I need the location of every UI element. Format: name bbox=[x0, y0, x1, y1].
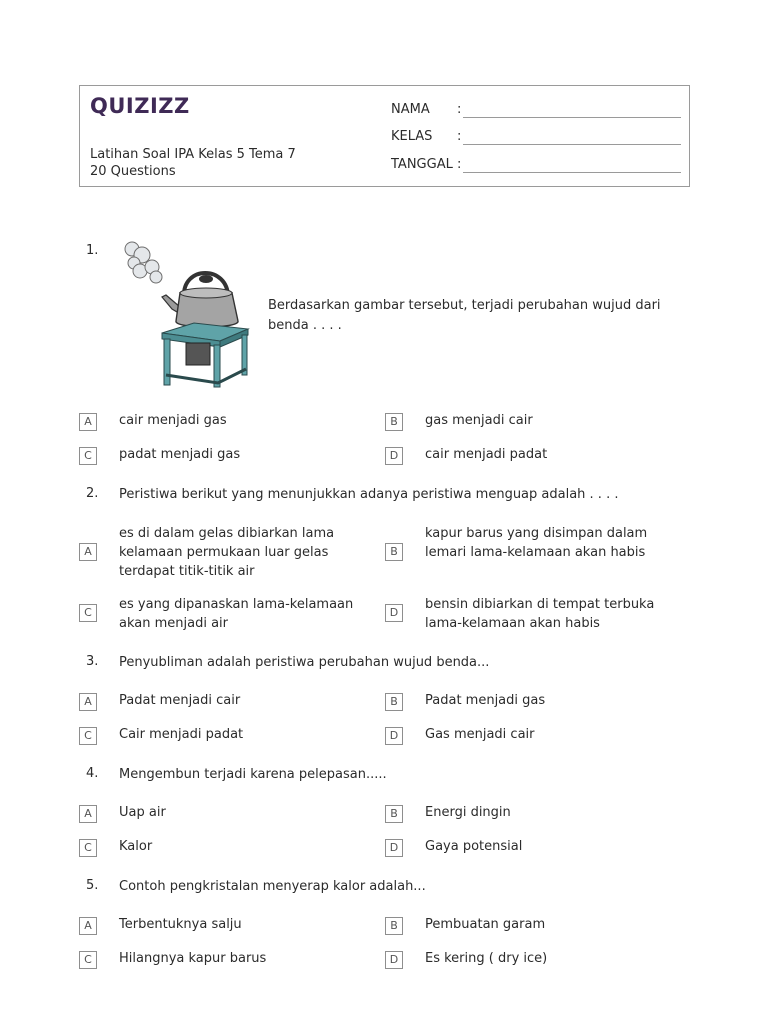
option-text: padat menjadi gas bbox=[119, 447, 241, 462]
option-box-d[interactable]: D bbox=[385, 839, 403, 857]
class-colon: : bbox=[457, 129, 462, 144]
date-line bbox=[463, 172, 681, 173]
option-box-d[interactable]: D bbox=[385, 727, 403, 745]
option-box-c[interactable]: C bbox=[79, 447, 97, 465]
option-text: Cair menjadi padat bbox=[119, 727, 244, 742]
option-box-b[interactable]: B bbox=[385, 413, 403, 431]
option-text: es yang dipanaskan lama-kelamaan akan menjadi air bbox=[119, 597, 354, 631]
option-text: Energi dingin bbox=[425, 805, 511, 820]
option-box-a[interactable]: A bbox=[79, 543, 97, 561]
option-text: Hilangnya kapur barus bbox=[119, 951, 267, 966]
quiz-title: Latihan Soal IPA Kelas 5 Tema 7 bbox=[90, 147, 296, 162]
option-box-d[interactable]: D bbox=[385, 604, 403, 622]
option-text: cair menjadi gas bbox=[119, 413, 227, 428]
question-4-number: 4. bbox=[86, 766, 99, 781]
option-box-c[interactable]: C bbox=[79, 839, 97, 857]
question-5-number: 5. bbox=[86, 878, 99, 893]
kettle-on-stove-icon bbox=[118, 237, 253, 392]
option-box-c[interactable]: C bbox=[79, 951, 97, 969]
option-box-b[interactable]: B bbox=[385, 693, 403, 711]
question-3-number: 3. bbox=[86, 654, 99, 669]
name-line bbox=[463, 117, 681, 118]
question-4-text: Mengembun terjadi karena pelepasan..... bbox=[119, 767, 387, 782]
question-2-text: Peristiwa berikut yang menunjukkan adanya peristiwa menguap adalah . . . . bbox=[119, 487, 619, 502]
option-box-b[interactable]: B bbox=[385, 805, 403, 823]
option-box-c[interactable]: C bbox=[79, 604, 97, 622]
question-5-text: Contoh pengkristalan menyerap kalor adalah... bbox=[119, 879, 426, 894]
option-text: Padat menjadi gas bbox=[425, 693, 546, 708]
option-text: kapur barus yang disimpan dalam lemari lama-kelamaan akan habis bbox=[425, 526, 648, 560]
option-text: Pembuatan garam bbox=[425, 917, 546, 932]
question-2-number: 2. bbox=[86, 486, 99, 501]
worksheet-header bbox=[79, 85, 690, 187]
question-1-text: Berdasarkan gambar tersebut, terjadi perubahan wujud dari benda . . . . bbox=[268, 298, 661, 333]
name-field bbox=[391, 102, 462, 117]
quizizz-logo: QUIZIZZ bbox=[90, 94, 190, 118]
option-box-c[interactable]: C bbox=[79, 727, 97, 745]
question-count: 20 Questions bbox=[90, 164, 176, 179]
option-box-a[interactable]: A bbox=[79, 805, 97, 823]
date-label: TANGGAL bbox=[391, 157, 453, 172]
class-field bbox=[391, 129, 462, 144]
option-box-b[interactable]: B bbox=[385, 543, 403, 561]
option-box-d[interactable]: D bbox=[385, 951, 403, 969]
date-colon: : bbox=[457, 157, 462, 172]
option-text: Gaya potensial bbox=[425, 839, 523, 854]
option-text: es di dalam gelas dibiarkan lama kelamaan permukaan luar gelas terdapat titik-titik air bbox=[119, 526, 335, 579]
option-text: cair menjadi padat bbox=[425, 447, 548, 462]
name-colon: : bbox=[457, 102, 462, 117]
option-text: Uap air bbox=[119, 805, 166, 820]
class-label: KELAS bbox=[391, 129, 433, 144]
option-text: Gas menjadi cair bbox=[425, 727, 535, 742]
option-box-a[interactable]: A bbox=[79, 917, 97, 935]
question-3-text: Penyubliman adalah peristiwa perubahan wujud benda... bbox=[119, 655, 490, 670]
option-text: Padat menjadi cair bbox=[119, 693, 241, 708]
name-label: NAMA bbox=[391, 102, 430, 117]
option-box-d[interactable]: D bbox=[385, 447, 403, 465]
option-text: gas menjadi cair bbox=[425, 413, 533, 428]
option-text: Kalor bbox=[119, 839, 153, 854]
class-line bbox=[463, 144, 681, 145]
question-1-number: 1. bbox=[86, 243, 99, 258]
option-box-b[interactable]: B bbox=[385, 917, 403, 935]
option-text: Es kering ( dry ice) bbox=[425, 951, 548, 966]
option-text: Terbentuknya salju bbox=[119, 917, 242, 932]
option-box-a[interactable]: A bbox=[79, 413, 97, 431]
date-field bbox=[391, 157, 462, 172]
option-text: bensin dibiarkan di tempat terbuka lama-kelamaan akan habis bbox=[425, 597, 655, 631]
option-box-a[interactable]: A bbox=[79, 693, 97, 711]
